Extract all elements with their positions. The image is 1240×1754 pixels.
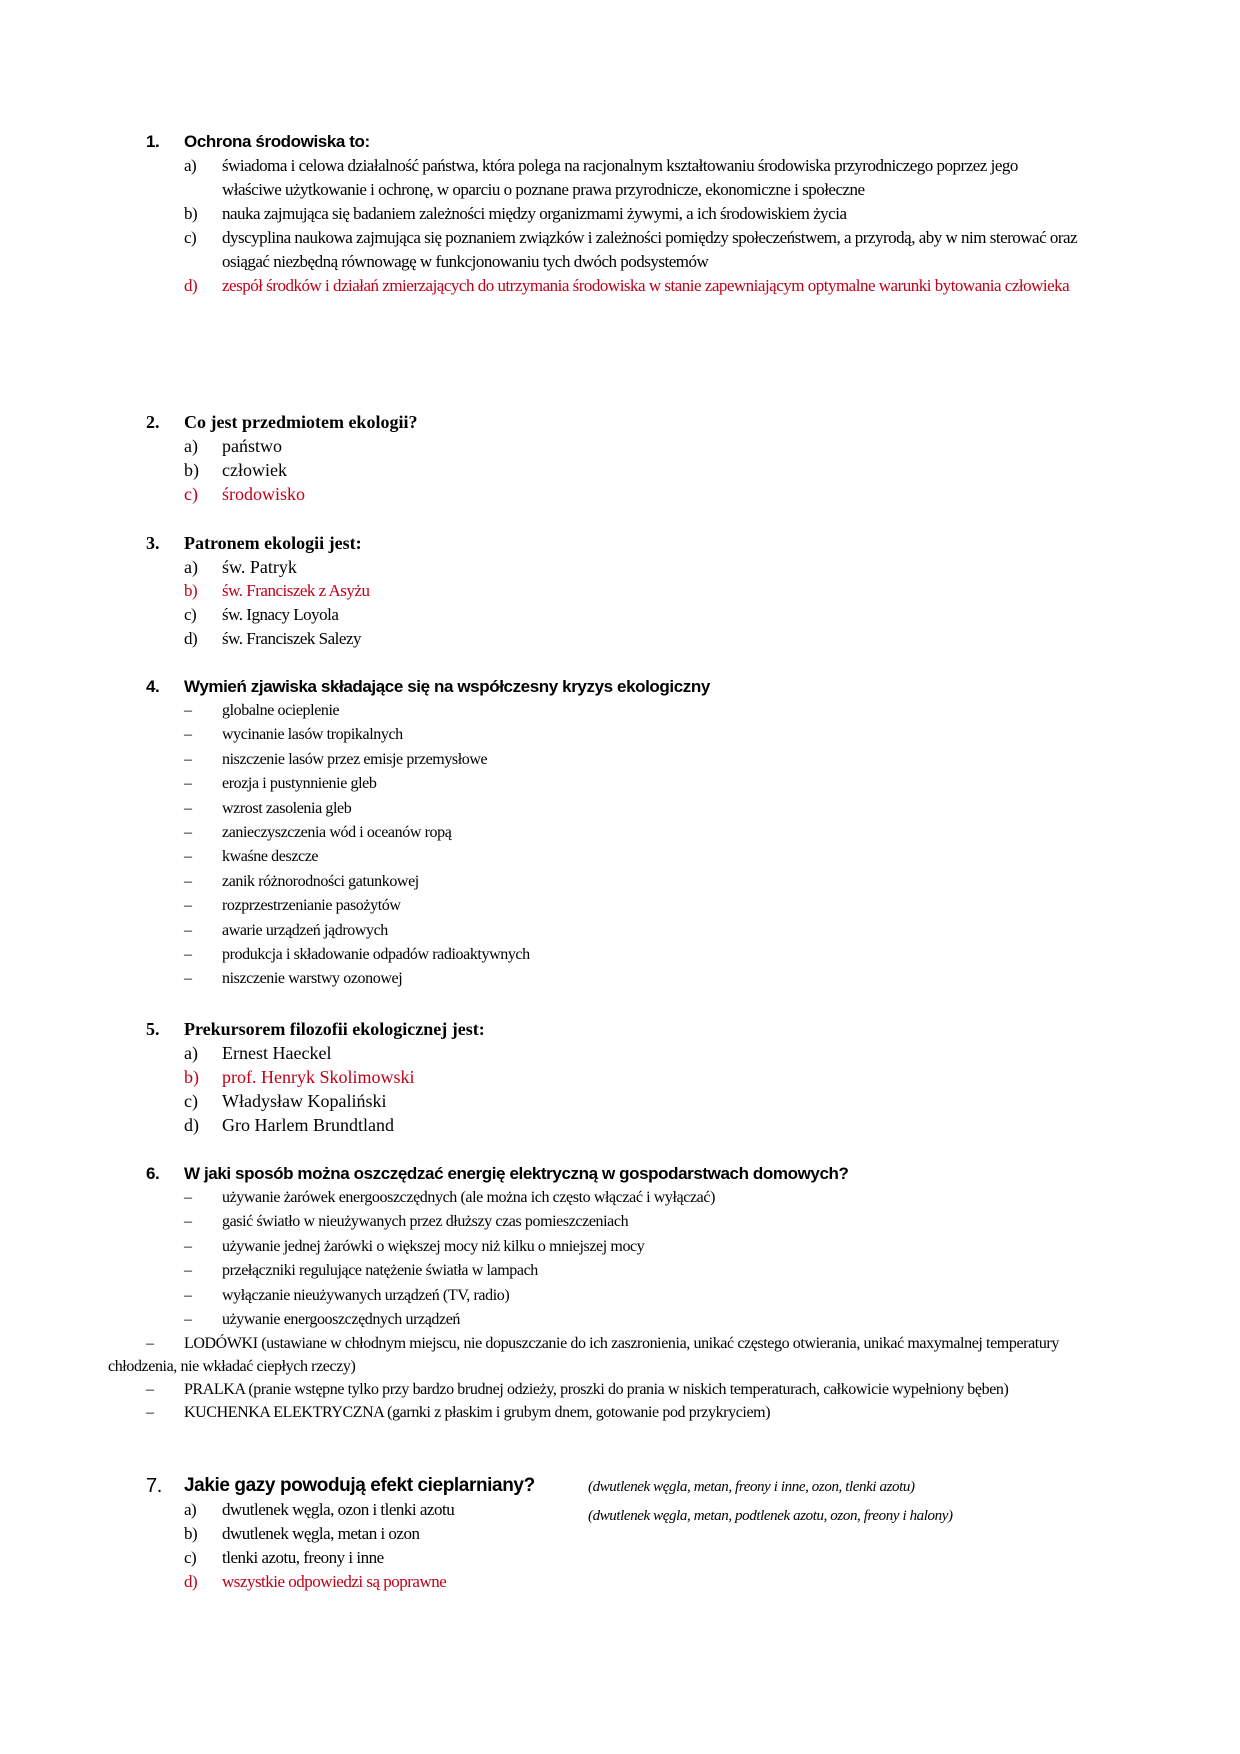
list-item xyxy=(184,1210,1106,1234)
option-text: państwo xyxy=(222,436,282,456)
dash-bullet: – xyxy=(184,970,192,988)
option-label: a) xyxy=(184,1043,198,1063)
list-item xyxy=(184,1186,1106,1210)
list-item xyxy=(184,748,1106,772)
answer-option-d xyxy=(184,1113,1106,1137)
question-heading xyxy=(146,130,1106,154)
list-item-text: produkcja i składowanie odpadów radioaktywnych xyxy=(222,946,530,964)
option-text: Ernest Haeckel xyxy=(222,1043,332,1063)
list-item-text: globalne ocieplenie xyxy=(222,702,340,719)
list-item xyxy=(184,919,1106,943)
list-item-text: gasić światło w nieużywanych przez dłuższy czas pomieszczeniach xyxy=(222,1213,629,1231)
question-number: 7. xyxy=(146,1475,162,1497)
option-label: b) xyxy=(184,581,198,600)
option-text: dwutlenek węgla, metan i ozon xyxy=(222,1524,420,1543)
question-4 xyxy=(146,675,1106,992)
list-item-text: wzrost zasolenia gleb xyxy=(222,799,352,817)
dash-bullet: – xyxy=(184,750,192,768)
option-text: dyscyplina naukowa zajmująca się poznaniem związków i zależności pomiędzy społeczeństwem, a przyrodą, aby w nim sterować oraz osiągać niezbędną równowagę w funkcjonowaniu tych dwóch podsystemów xyxy=(222,228,1078,271)
question-number: 5. xyxy=(146,1019,160,1039)
question-heading xyxy=(146,531,1106,555)
option-label: d) xyxy=(184,276,198,295)
answer-option-c xyxy=(184,603,1106,627)
list-item xyxy=(184,1235,1106,1259)
option-label: b) xyxy=(184,1067,199,1087)
dash-bullet: – xyxy=(184,1213,192,1231)
list-item xyxy=(184,967,1106,991)
list-item-text: używanie jednej żarówki o większej mocy niż kilku o mniejszej mocy xyxy=(222,1237,645,1255)
answer-option-a xyxy=(184,154,1106,202)
question-number: 2. xyxy=(146,412,160,432)
question-3 xyxy=(146,531,1106,651)
answer-option-b-correct xyxy=(184,1065,1106,1089)
list-item-text: przełączniki regulujące natężenie światła w lampach xyxy=(222,1262,538,1280)
question-2 xyxy=(146,410,1106,506)
answer-note-2: (dwutlenek węgla, metan, podtlenek azotu, ozon, freony i halony) xyxy=(588,1508,953,1524)
list-item-text: wycinanie lasów tropikalnych xyxy=(222,726,403,744)
option-text: prof. Henryk Skolimowski xyxy=(222,1067,415,1087)
dash-bullet: – xyxy=(184,946,192,964)
option-label: a) xyxy=(184,436,198,456)
question-title: Prekursorem filozofii ekologicznej jest: xyxy=(184,1019,485,1039)
list-item xyxy=(108,1332,1106,1378)
answer-option-d-correct xyxy=(184,1570,1106,1594)
answer-option-d-correct xyxy=(184,274,1106,298)
question-5 xyxy=(146,1017,1106,1137)
list-item-text: LODÓWKI (ustawiane w chłodnym miejscu, nie dopuszczanie do ich zaszronienia, unikać częstego otwierania, unikać maxymalnej temperatury chłodzenia, nie wkładać ciepłych rzeczy) xyxy=(108,1335,1059,1376)
list-item xyxy=(184,1284,1106,1308)
option-text: środowisko xyxy=(222,484,306,504)
option-label: d) xyxy=(184,629,198,648)
option-label: c) xyxy=(184,228,197,247)
list-item-text: kwaśne deszcze xyxy=(222,848,319,866)
dash-bullet: – xyxy=(146,1404,154,1422)
question-number: 4. xyxy=(146,677,160,696)
question-heading xyxy=(146,675,1106,699)
list-item-text: PRALKA (pranie wstępne tylko przy bardzo brudnej odzieży, proszki do prania w niskich temperaturach, całkowicie wypełniony bęben) xyxy=(184,1381,1009,1399)
list-item-text: awarie urządzeń jądrowych xyxy=(222,921,388,939)
option-label: b) xyxy=(184,460,199,480)
list-item xyxy=(184,870,1106,894)
list-item xyxy=(184,699,1106,723)
list-item-text: zanieczyszczenia wód i oceanów ropą xyxy=(222,824,452,842)
answer-option-a xyxy=(184,1041,1106,1065)
answer-option-c-correct xyxy=(184,482,1106,506)
option-label: b) xyxy=(184,1524,198,1543)
option-label: a) xyxy=(184,557,198,577)
dash-bullet: – xyxy=(184,1237,192,1255)
list-item xyxy=(184,797,1106,821)
list-item-text: erozja i pustynnienie gleb xyxy=(222,775,377,793)
question-1 xyxy=(146,130,1106,298)
question-title: W jaki sposób można oszczędzać energię elektryczną w gospodarstwach domowych? xyxy=(184,1164,849,1183)
dash-bullet: – xyxy=(146,1381,154,1399)
dash-bullet: – xyxy=(184,1311,192,1329)
option-label: b) xyxy=(184,204,198,223)
list-item-text: rozprzestrzenianie pasożytów xyxy=(222,897,401,915)
list-item-text: zanik różnorodności gatunkowej xyxy=(222,872,419,890)
option-text: Władysław Kopaliński xyxy=(222,1091,387,1111)
dash-bullet: – xyxy=(146,1335,154,1353)
dash-bullet: – xyxy=(184,775,192,793)
question-title: Patronem ekologii jest: xyxy=(184,533,362,553)
answer-option-c xyxy=(184,1546,1106,1570)
question-number: 6. xyxy=(146,1164,160,1183)
answer-option-b-correct xyxy=(184,579,1106,603)
dash-bullet: – xyxy=(184,1189,192,1206)
option-label: c) xyxy=(184,484,198,504)
list-item xyxy=(184,772,1106,796)
option-text: zespół środków i działań zmierzających do utrzymania środowiska w stanie zapewniającym optymalne warunki bytowania człowieka xyxy=(222,276,1070,295)
list-item xyxy=(184,1308,1106,1332)
list-item xyxy=(184,1259,1106,1283)
list-item-text: używanie żarówek energooszczędnych (ale można ich często włączać i wyłączać) xyxy=(222,1189,716,1206)
answer-option-c xyxy=(184,1089,1106,1113)
answer-option-d xyxy=(184,627,1106,651)
answer-note-1: (dwutlenek węgla, metan, freony i inne, ozon, tlenki azotu) xyxy=(588,1479,915,1495)
question-title: Jakie gazy powodują efekt cieplarniany? xyxy=(184,1475,535,1496)
answer-option-b xyxy=(184,458,1106,482)
question-heading xyxy=(146,1162,1106,1186)
question-heading xyxy=(146,1017,1106,1041)
dash-bullet: – xyxy=(184,848,192,866)
list-item xyxy=(184,943,1106,967)
dash-bullet: – xyxy=(184,897,192,915)
option-label: a) xyxy=(184,1500,197,1519)
option-text: św. Patryk xyxy=(222,557,297,577)
option-text: Gro Harlem Brundtland xyxy=(222,1115,394,1135)
dash-bullet: – xyxy=(184,921,192,939)
answer-option-b xyxy=(184,202,1106,226)
option-label: d) xyxy=(184,1572,198,1591)
dash-bullet: – xyxy=(184,726,192,744)
option-label: a) xyxy=(184,156,197,175)
list-item-text: używanie energooszczędnych urządzeń xyxy=(222,1311,461,1329)
question-title: Ochrona środowiska to: xyxy=(184,132,370,151)
question-6 xyxy=(108,1162,1106,1424)
list-item xyxy=(184,723,1106,747)
list-item-text: niszczenie warstwy ozonowej xyxy=(222,970,403,988)
dash-bullet: – xyxy=(184,1286,192,1304)
question-heading xyxy=(146,410,1106,434)
list-item xyxy=(184,894,1106,918)
list-item-text: niszczenie lasów przez emisje przemysłowe xyxy=(222,750,488,768)
list-item xyxy=(184,845,1106,869)
option-label: d) xyxy=(184,1115,199,1135)
option-text: dwutlenek węgla, ozon i tlenki azotu xyxy=(222,1500,455,1519)
option-text: św. Franciszek z Asyżu xyxy=(222,581,370,600)
option-label: c) xyxy=(184,1091,198,1111)
option-text: nauka zajmująca się badaniem zależności między organizmami żywymi, a ich środowiskiem życia xyxy=(222,204,847,223)
question-number: 1. xyxy=(146,132,160,151)
question-title: Co jest przedmiotem ekologii? xyxy=(184,412,418,432)
question-title: Wymień zjawiska składające się na współczesny kryzys ekologiczny xyxy=(184,677,710,696)
option-label: c) xyxy=(184,1548,197,1567)
option-text: św. Ignacy Loyola xyxy=(222,605,339,624)
list-item xyxy=(108,1401,1106,1424)
dash-bullet: – xyxy=(184,872,192,890)
list-item-text: wyłączanie nieużywanych urządzeń (TV, radio) xyxy=(222,1286,510,1304)
option-text: św. Franciszek Salezy xyxy=(222,629,361,648)
dash-bullet: – xyxy=(184,1262,192,1280)
option-label: c) xyxy=(184,605,197,624)
dash-bullet: – xyxy=(184,799,192,817)
option-text: tlenki azotu, freony i inne xyxy=(222,1548,384,1567)
answer-option-c xyxy=(184,226,1106,274)
dash-bullet: – xyxy=(184,702,192,719)
list-item xyxy=(108,1378,1106,1401)
list-item xyxy=(184,821,1106,845)
option-text: człowiek xyxy=(222,460,287,480)
answer-option-b xyxy=(184,1522,1106,1546)
answer-option-a xyxy=(184,434,1106,458)
dash-bullet: – xyxy=(184,824,192,842)
question-number: 3. xyxy=(146,533,160,553)
list-item-text: KUCHENKA ELEKTRYCZNA (garnki z płaskim i grubym dnem, gotowanie pod przykryciem) xyxy=(184,1404,771,1422)
answer-option-a xyxy=(184,555,1106,579)
option-text: wszystkie odpowiedzi są poprawne xyxy=(222,1572,447,1591)
option-text: świadoma i celowa działalność państwa, która polega na racjonalnym kształtowaniu środowiska przyrodniczego poprzez jego właściwe użytkowanie i ochronę, w oparciu o poznane prawa przyrodnicze, ekonomiczne i społeczne xyxy=(222,156,1018,199)
